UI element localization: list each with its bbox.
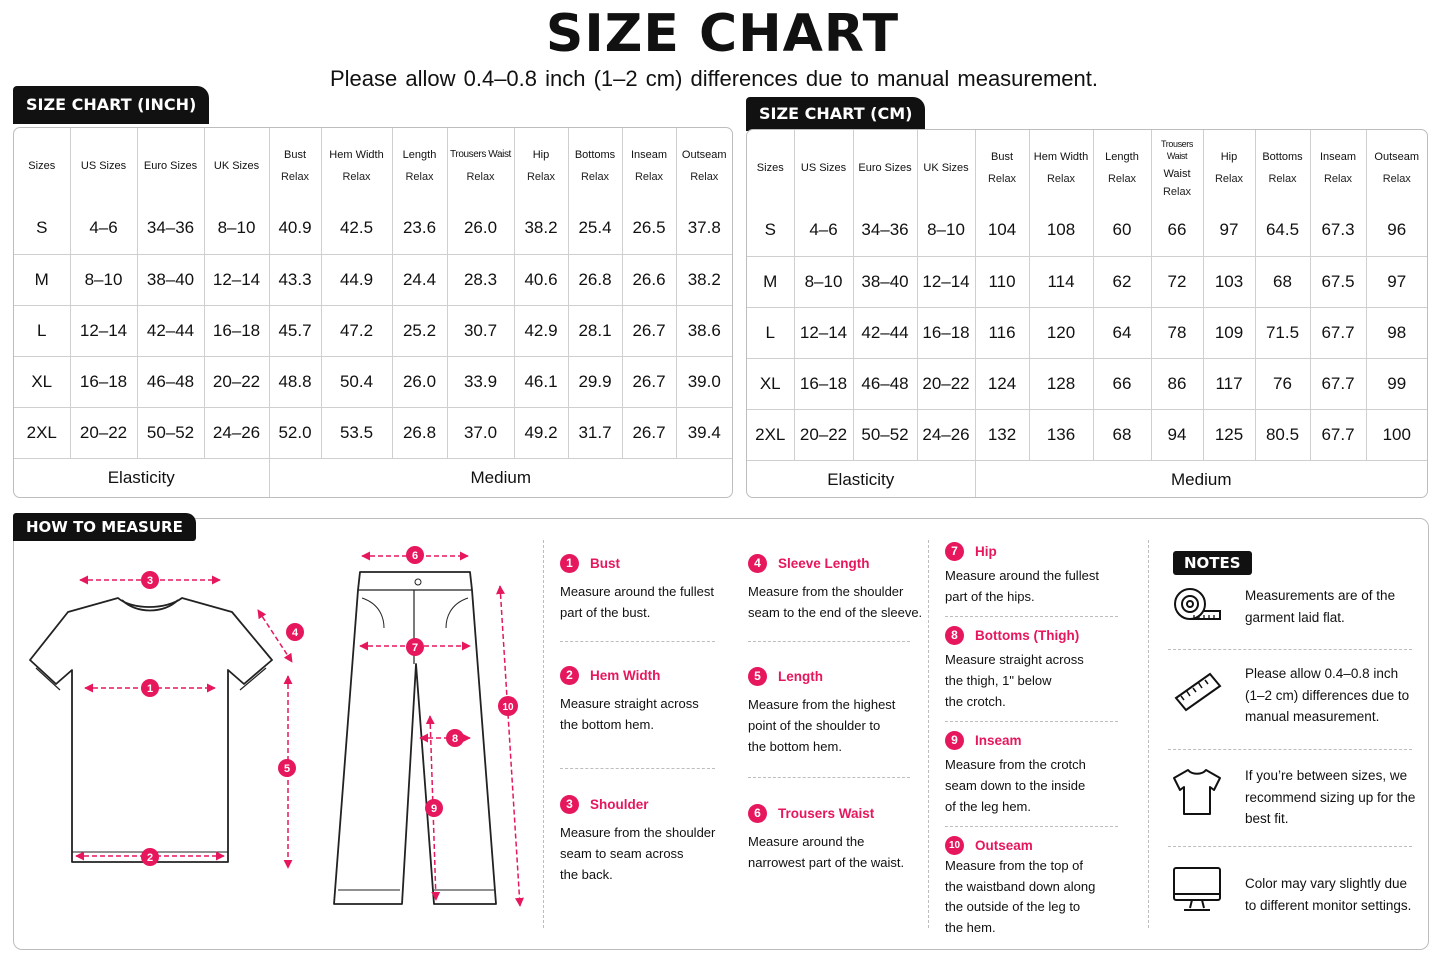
header-uk-sizes: UK Sizes (917, 130, 975, 205)
step-number: 5 (748, 667, 767, 686)
measure-item-hem-width (560, 665, 740, 735)
elasticity-label: Elasticity (747, 460, 975, 498)
table-cell: 30.7 (447, 305, 514, 356)
size-cell: S (14, 203, 70, 254)
measure-item-bottoms-thigh (945, 625, 1125, 712)
table-cell: 44.9 (321, 254, 392, 305)
elasticity-value: Medium (470, 468, 531, 488)
item-description: Measure from the shoulder seam to the end of the sleeve. (748, 584, 923, 620)
note-text: Color may vary slightly due to different monitor settings. (1245, 876, 1412, 913)
header-label: Outseam (1374, 150, 1420, 163)
item-description: Measure straight across the thigh, 1" below the crotch. (945, 652, 1084, 709)
table-cell: 68 (1093, 409, 1151, 460)
table-cell: 40.6 (514, 254, 568, 305)
divider (560, 768, 715, 769)
table-cell: 46–48 (853, 358, 917, 409)
svg-text:6: 6 (411, 550, 419, 562)
measure-item-shoulder (560, 794, 740, 885)
divider (928, 540, 929, 928)
note-text: Please allow 0.4–0.8 inch (1–2 cm) differences due to manual measurement. (1245, 666, 1410, 724)
table-cell: 38.2 (514, 203, 568, 254)
page-subtitle: Please allow 0.4–0.8 inch (1–2 cm) differences due to manual measurement. (329, 66, 1098, 91)
size-cell: S (747, 205, 794, 256)
header-relax: Relax (526, 170, 556, 183)
table-cell: 26.0 (447, 203, 514, 254)
table-cell: 68 (1255, 256, 1310, 307)
table-cell: 12–14 (204, 254, 269, 305)
note-text: If you’re between sizes, we recommend sizing up for the best fit. (1245, 768, 1416, 826)
item-label: Shoulder (590, 796, 649, 812)
step-number: 3 (560, 795, 579, 814)
measure-item-trousers-waist (748, 803, 926, 873)
how-to-measure-tab: HOW TO MEASURE (13, 513, 196, 541)
tape-measure-icon (1170, 584, 1226, 630)
table-cell: 53.5 (321, 407, 392, 458)
tshirt-illustration (30, 598, 272, 862)
table-cell: 99 (1366, 358, 1427, 409)
measure-item-outseam (945, 835, 1125, 938)
table-cell: 47.2 (321, 305, 392, 356)
table-cell: 49.2 (514, 407, 568, 458)
page-title: SIZE CHART (545, 4, 900, 64)
notes-tab: NOTES (1173, 551, 1252, 575)
measure-item-hip (945, 541, 1125, 607)
table-cell: 67.5 (1310, 256, 1366, 307)
table-cell: 20–22 (794, 409, 853, 460)
table-cell: 16–18 (70, 356, 137, 407)
divider (945, 826, 1118, 827)
item-label: Hip (975, 543, 997, 559)
header-uk-sizes: UK Sizes (204, 128, 269, 203)
table-cell: 116 (975, 307, 1029, 358)
table-cell: 94 (1151, 409, 1203, 460)
header-label: Trousers Waist (1161, 138, 1193, 161)
item-description: Measure around the fullest part of the hips. (945, 568, 1099, 604)
step-number: 7 (945, 542, 964, 561)
table-cell: 76 (1255, 358, 1310, 409)
table-cell: 132 (975, 409, 1029, 460)
measure-item-bust (560, 553, 740, 623)
header-label: Hip (1220, 150, 1238, 163)
divider (1168, 749, 1412, 750)
header-label: Bottoms (574, 148, 616, 161)
table-cell: 16–18 (794, 358, 853, 409)
svg-text:10: 10 (502, 702, 514, 713)
table-cell: 80.5 (1255, 409, 1310, 460)
header-label: Waist (1163, 167, 1191, 180)
table-cell: 34–36 (137, 203, 204, 254)
tshirt-icon (1170, 766, 1226, 818)
table-cell: 120 (1029, 307, 1093, 358)
table-cell: 109 (1203, 307, 1255, 358)
step-number: 2 (560, 666, 579, 685)
table-cell: 40.9 (269, 203, 321, 254)
table-cell: 67.3 (1310, 205, 1366, 256)
table-cell: 16–18 (917, 307, 975, 358)
table-cell: 71.5 (1255, 307, 1310, 358)
table-cell: 33.9 (447, 356, 514, 407)
item-description: Measure from the highest point of the shoulder to the bottom hem. (748, 697, 896, 754)
svg-text:8: 8 (451, 733, 459, 745)
header-relax: Relax (1382, 172, 1411, 185)
table-cell: 38.2 (676, 254, 732, 305)
table-cell: 66 (1093, 358, 1151, 409)
size-cell: L (14, 305, 70, 356)
table-cell: 26.7 (622, 305, 676, 356)
header-sizes: Sizes (747, 130, 794, 205)
table-cell: 8–10 (917, 205, 975, 256)
table-cell: 26.0 (392, 356, 447, 407)
table-cell: 24–26 (204, 407, 269, 458)
header-us-sizes: US Sizes (794, 130, 853, 205)
step-number: 4 (748, 554, 767, 573)
divider (945, 616, 1118, 617)
header-label: Hem Width (329, 148, 384, 161)
table-cell: 42.5 (321, 203, 392, 254)
header-relax: Relax (1323, 172, 1353, 185)
header-label: Bottoms (1262, 150, 1303, 163)
header-sizes: Sizes (14, 128, 70, 203)
header-relax: Relax (580, 170, 610, 183)
table-cell: 26.5 (622, 203, 676, 254)
header-relax: Relax (1107, 172, 1137, 185)
ruler-icon (1170, 668, 1226, 714)
table-cell: 26.7 (622, 356, 676, 407)
table-cell: 26.8 (392, 407, 447, 458)
elasticity-value: Medium (1171, 470, 1232, 490)
table-cell: 26.8 (568, 254, 622, 305)
header-label: Outseam (681, 148, 727, 161)
header-label: Trousers Waist (450, 149, 511, 160)
table-cell: 29.9 (568, 356, 622, 407)
table-cell: 67.7 (1310, 358, 1366, 409)
svg-text:5: 5 (283, 763, 291, 775)
table-cell: 125 (1203, 409, 1255, 460)
header-relax: Relax (466, 171, 495, 183)
header-us-sizes: US Sizes (70, 128, 137, 203)
table-cell: 39.0 (676, 356, 732, 407)
divider (543, 540, 544, 928)
table-cell: 8–10 (204, 203, 269, 254)
table-cell: 136 (1029, 409, 1093, 460)
table-cell: 20–22 (70, 407, 137, 458)
header-label: Length (402, 148, 437, 161)
table-cell: 114 (1029, 256, 1093, 307)
table-cell: 20–22 (204, 356, 269, 407)
table-cell: 103 (1203, 256, 1255, 307)
table-cell: 38–40 (137, 254, 204, 305)
table-cell: 50–52 (853, 409, 917, 460)
table-cell: 42.9 (514, 305, 568, 356)
item-description: Measure around the fullest part of the bust. (560, 584, 714, 620)
table-cell: 117 (1203, 358, 1255, 409)
table-cell: 43.3 (269, 254, 321, 305)
measure-item-sleeve-length (748, 553, 926, 623)
table-cell: 108 (1029, 205, 1093, 256)
size-cell: XL (14, 356, 70, 407)
header-relax: Relax (342, 170, 371, 183)
header-label: Bust (283, 148, 306, 161)
table-cell: 37.0 (447, 407, 514, 458)
divider (748, 641, 910, 642)
table-cell: 26.7 (622, 407, 676, 458)
header-euro-sizes: Euro Sizes (853, 130, 917, 205)
header-relax: Relax (280, 170, 310, 183)
table-cell: 37.8 (676, 203, 732, 254)
table-cell: 25.4 (568, 203, 622, 254)
table-cell: 8–10 (70, 254, 137, 305)
svg-text:2: 2 (146, 852, 154, 864)
table-cell: 66 (1151, 205, 1203, 256)
table-cell: 4–6 (70, 203, 137, 254)
table-cell: 28.3 (447, 254, 514, 305)
table-cell: 52.0 (269, 407, 321, 458)
table-cell: 104 (975, 205, 1029, 256)
table-cell: 67.7 (1310, 409, 1366, 460)
svg-text:7: 7 (411, 642, 419, 654)
header-label: Inseam (1319, 150, 1357, 163)
table-cell: 31.7 (568, 407, 622, 458)
item-description: Measure from the top of the waistband down along the outside of the leg to the hem. (945, 858, 1096, 935)
table-cell: 24.4 (392, 254, 447, 305)
table-cell: 110 (975, 256, 1029, 307)
table-cell: 26.6 (622, 254, 676, 305)
divider (560, 641, 715, 642)
divider (1148, 540, 1149, 928)
table-cell: 124 (975, 358, 1029, 409)
table-cell: 12–14 (917, 256, 975, 307)
size-cell: L (747, 307, 794, 358)
table-cell: 50–52 (137, 407, 204, 458)
table-cell: 46–48 (137, 356, 204, 407)
header-relax: Relax (634, 170, 664, 183)
header-relax: Relax (690, 170, 719, 183)
step-number: 6 (748, 804, 767, 823)
table-cell: 128 (1029, 358, 1093, 409)
table-cell: 98 (1366, 307, 1427, 358)
step-number: 9 (945, 731, 964, 750)
svg-text:3: 3 (146, 575, 154, 587)
table-cell: 34–36 (853, 205, 917, 256)
table-cell: 45.7 (269, 305, 321, 356)
table-cell: 20–22 (917, 358, 975, 409)
table-cell: 46.1 (514, 356, 568, 407)
cm-chart-tab: SIZE CHART (CM) (746, 97, 925, 131)
table-cell: 60 (1093, 205, 1151, 256)
svg-text:1: 1 (146, 683, 154, 695)
item-description: Measure straight across the bottom hem. (560, 696, 699, 732)
monitor-icon (1170, 864, 1226, 918)
header-euro-sizes: Euro Sizes (137, 128, 204, 203)
table-cell: 62 (1093, 256, 1151, 307)
header-label: Bust (990, 150, 1013, 163)
divider (945, 721, 1118, 722)
header-label: Hip (532, 148, 550, 161)
header-relax: Relax (405, 170, 434, 183)
elasticity-label: Elasticity (14, 458, 269, 498)
size-cell: M (747, 256, 794, 307)
table-cell: 96 (1366, 205, 1427, 256)
table-cell: 64 (1093, 307, 1151, 358)
table-cell: 72 (1151, 256, 1203, 307)
item-label: Trousers Waist (778, 805, 875, 821)
header-relax: Relax (987, 172, 1017, 185)
item-label: Hem Width (590, 667, 661, 683)
table-cell: 78 (1151, 307, 1203, 358)
step-number: 8 (945, 626, 964, 645)
measure-item-length (748, 666, 928, 757)
step-number: 10 (945, 836, 964, 855)
size-cell: 2XL (747, 409, 794, 460)
item-label: Bottoms (Thigh) (975, 627, 1080, 643)
divider (1168, 846, 1412, 847)
item-label: Length (778, 668, 823, 684)
header-relax: Relax (1162, 185, 1192, 198)
inch-chart-tab: SIZE CHART (INCH) (13, 86, 209, 124)
header-label: Length (1105, 150, 1139, 163)
table-cell: 4–6 (794, 205, 853, 256)
table-cell: 25.2 (392, 305, 447, 356)
divider (1168, 649, 1412, 650)
table-cell: 38–40 (853, 256, 917, 307)
table-cell: 100 (1366, 409, 1427, 460)
table-cell: 24–26 (917, 409, 975, 460)
item-label: Sleeve Length (778, 555, 870, 571)
table-cell: 86 (1151, 358, 1203, 409)
header-label: Hem Width (1033, 150, 1089, 163)
table-cell: 97 (1366, 256, 1427, 307)
item-description: Measure from the shoulder seam to seam across the back. (560, 825, 716, 882)
item-description: Measure from the crotch seam down to the inside of the leg hem. (945, 757, 1086, 814)
item-label: Inseam (975, 732, 1022, 748)
size-cell: XL (747, 358, 794, 409)
table-cell: 50.4 (321, 356, 392, 407)
step-number: 1 (560, 554, 579, 573)
header-relax: Relax (1268, 172, 1297, 185)
item-label: Bust (590, 555, 620, 571)
svg-text:9: 9 (430, 803, 438, 815)
header-relax: Relax (1214, 172, 1244, 185)
table-cell: 97 (1203, 205, 1255, 256)
table-cell: 16–18 (204, 305, 269, 356)
table-cell: 42–44 (137, 305, 204, 356)
table-cell: 12–14 (794, 307, 853, 358)
divider (748, 777, 910, 778)
header-label: Inseam (630, 148, 668, 161)
table-cell: 48.8 (269, 356, 321, 407)
table-cell: 42–44 (853, 307, 917, 358)
header-relax: Relax (1046, 172, 1076, 185)
table-cell: 67.7 (1310, 307, 1366, 358)
table-cell: 38.6 (676, 305, 732, 356)
table-cell: 23.6 (392, 203, 447, 254)
size-cell: M (14, 254, 70, 305)
table-cell: 64.5 (1255, 205, 1310, 256)
item-description: Measure around the narrowest part of the waist. (748, 834, 905, 870)
item-label: Outseam (975, 837, 1033, 853)
measure-item-inseam (945, 730, 1125, 817)
table-cell: 28.1 (568, 305, 622, 356)
size-cell: 2XL (14, 407, 70, 458)
trousers-illustration (334, 572, 496, 904)
table-cell: 39.4 (676, 407, 732, 458)
table-cell: 12–14 (70, 305, 137, 356)
svg-text:4: 4 (291, 627, 299, 639)
table-cell: 8–10 (794, 256, 853, 307)
note-text: Measurements are of the garment laid flat. (1245, 588, 1396, 625)
